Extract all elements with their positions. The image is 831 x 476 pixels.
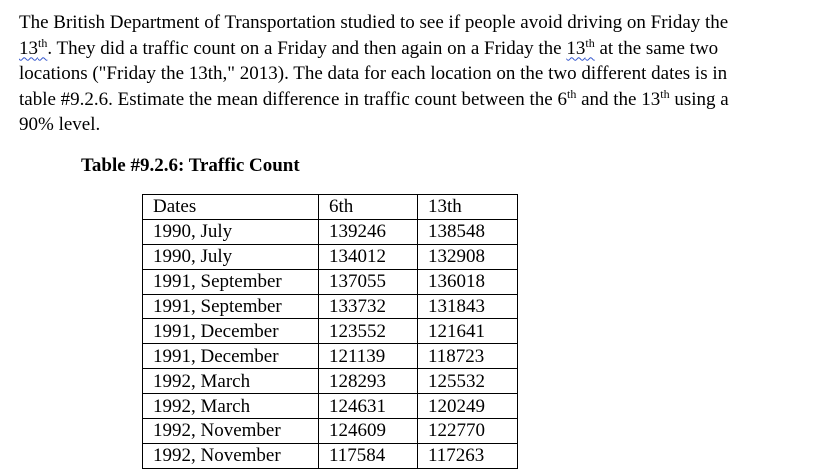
cell-13th-count: 131843 (418, 294, 518, 319)
problem-line-5: 90% level. (19, 114, 101, 135)
cell-date: 1990, July (143, 244, 319, 269)
header-dates: Dates (143, 195, 319, 220)
date-number: 13 (566, 37, 586, 59)
cell-13th-count: 122770 (418, 419, 518, 444)
cell-6th-count: 124631 (319, 394, 418, 419)
cell-13th-count: 125532 (418, 369, 518, 394)
table-row (143, 269, 518, 294)
table-row (143, 344, 518, 369)
cell-13th-count: 138548 (418, 219, 518, 244)
cell-date: 1992, March (143, 394, 319, 419)
cell-date: 1990, July (143, 219, 319, 244)
table-header-row (143, 195, 518, 220)
cell-date: 1992, November (143, 443, 319, 468)
table-row (143, 219, 518, 244)
table-body (143, 219, 518, 468)
cell-date: 1991, September (143, 294, 319, 319)
problem-line-2-text-a: . They did a traffic count on a Friday and then again on a Friday the (47, 37, 567, 59)
cell-date: 1992, November (143, 419, 319, 444)
cell-6th-count: 121139 (319, 344, 418, 369)
date-13th-first (19, 35, 48, 59)
date-number: 13 (19, 37, 38, 59)
table-caption: Table #9.2.6: Traffic Count (81, 155, 300, 176)
cell-6th-count: 117584 (319, 443, 418, 468)
cell-date: 1991, September (143, 269, 319, 294)
cell-6th-count: 133732 (319, 294, 418, 319)
cell-date: 1992, March (143, 369, 319, 394)
ordinal-suffix: th (660, 86, 670, 101)
problem-line-2 (19, 36, 819, 62)
traffic-count-table (142, 194, 518, 469)
header-13th: 13th (418, 195, 518, 220)
table-row (143, 294, 518, 319)
cell-6th-count: 139246 (319, 219, 418, 244)
cell-13th-count: 121641 (418, 319, 518, 344)
problem-statement (19, 10, 819, 138)
cell-13th-count: 118723 (418, 344, 518, 369)
problem-line-1: The British Department of Transportation studied to see if people avoid driving on Friday the (19, 12, 729, 33)
date-13th-second (566, 35, 595, 59)
problem-line-3: locations ("Friday the 13th," 2013). The data for each location on the two different dates is in (19, 63, 728, 84)
cell-6th-count: 124609 (319, 419, 418, 444)
cell-6th-count: 134012 (319, 244, 418, 269)
cell-13th-count: 132908 (418, 244, 518, 269)
cell-date: 1991, December (143, 319, 319, 344)
table-row (143, 319, 518, 344)
cell-13th-count: 120249 (418, 394, 518, 419)
table-row (143, 244, 518, 269)
problem-line-4-text-b: and the 13 (576, 88, 661, 110)
problem-line-4-text-a: table #9.2.6. Estimate the mean difference in traffic count between the 6 (19, 88, 567, 110)
header-6th: 6th (319, 195, 418, 220)
cell-6th-count: 128293 (319, 369, 418, 394)
cell-6th-count: 123552 (319, 319, 418, 344)
table-row (143, 369, 518, 394)
problem-line-4-text-c: using a (669, 88, 729, 110)
table-row (143, 443, 518, 468)
ordinal-suffix: th (38, 35, 48, 50)
cell-6th-count: 137055 (319, 269, 418, 294)
cell-13th-count: 117263 (418, 443, 518, 468)
ordinal-suffix: th (566, 86, 577, 101)
problem-line-2-text-b: at the same two (594, 37, 719, 59)
ordinal-suffix: th (585, 35, 595, 50)
cell-date: 1991, December (143, 344, 319, 369)
table-row (143, 394, 518, 419)
table-row (143, 419, 518, 444)
cell-13th-count: 136018 (418, 269, 518, 294)
problem-line-4 (19, 87, 819, 113)
